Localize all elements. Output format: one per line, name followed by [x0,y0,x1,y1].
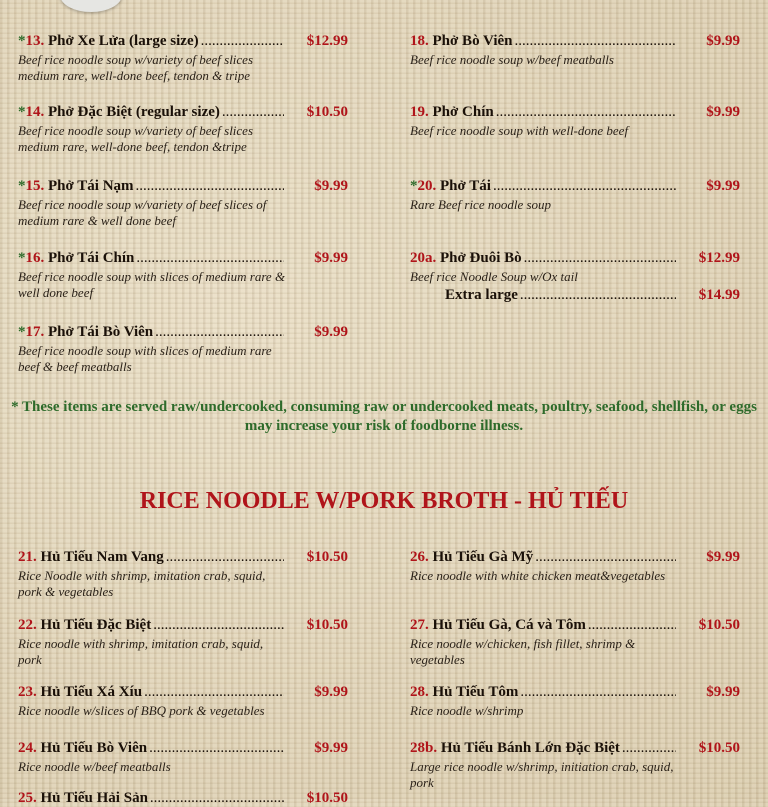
item-description: Beef rice noodle soup w/beef meatballs [410,52,614,67]
item-name: Hủ Tiếu Hải Sản [40,790,148,806]
item-number: 25. [18,790,37,806]
item-description: Beef rice noodle soup with slices of medium rare & well done beef [18,269,286,300]
item-name: Hủ Tiếu Gà Mỹ [432,549,534,565]
item-price: $10.50 [306,790,348,806]
item-name: Phở Tái [440,178,491,194]
item-price: $10.50 [306,549,348,565]
item-number: 18. [410,33,429,49]
item-name: Phở Tái Chín [48,250,135,266]
item-name: Hủ Tiếu Xá Xíu [40,684,143,700]
item-number: 26. [410,549,429,565]
item-name: Hủ Tiếu Gà, Cá và Tôm [432,617,586,633]
item-price: $10.50 [698,740,740,756]
item-price: $9.99 [314,324,348,340]
item-description: Rice noodle w/beef meatballs [18,759,171,774]
menu-item-20a [410,250,740,304]
item-price: $10.50 [306,617,348,633]
item-price: $9.99 [706,178,740,194]
item-price: $9.99 [314,740,348,756]
menu-item-26 [410,549,740,584]
extra-price: $14.99 [698,287,740,303]
item-name: Hủ Tiếu Bánh Lớn Đặc Biệt [440,740,620,756]
item-number: 27. [410,617,429,633]
item-price: $9.99 [706,33,740,49]
menu-item-22 [18,617,348,668]
item-price: $10.50 [698,617,740,633]
item-number: 28. [410,684,429,700]
item-name: Phở Đặc Biệt (regular size) [48,104,220,120]
item-price: $9.99 [314,684,348,700]
item-number: 21. [18,549,37,565]
item-name: Phở Tái Bò Viên [48,324,154,340]
menu-item-14: * 14. Phở Đặc Biệt (regular size) ..... $10.50 Beef rice noodle soup w/variety of beef slices medium rare, well-done beef, tendon &tripe [18,104,348,155]
menu-item-23 [18,684,348,719]
item-number: 24. [18,740,37,756]
item-price: $9.99 [706,104,740,120]
menu-item-21 [18,549,348,600]
item-name: Phở Xe Lửa (large size) [48,33,199,49]
item-number: 28b. [410,740,438,756]
item-description: Rice noodle w/chicken, fish fillet, shrimp & vegetables [410,636,636,667]
menu-item-28b [410,740,740,791]
item-number: 15. [25,178,45,194]
item-price: $9.99 [314,250,348,266]
item-price: $10.50 [306,104,348,120]
item-price: $12.99 [306,33,348,49]
item-price: $9.99 [706,549,740,565]
item-number: 16. [25,250,45,266]
menu-item-16: * 16. Phở Tái Chín ..... $9.99 Beef rice noodle soup with slices of medium rare & well done beef [18,250,348,301]
item-description: Beef rice noodle soup with well-done beef [410,123,629,138]
menu-item-17: * 17. Phở Tái Bò Viên ..... $9.99 Beef rice noodle soup with slices of medium rare beef & beef meatballs [18,324,348,375]
item-price: $9.99 [706,684,740,700]
menu-item-28 [410,684,740,719]
item-name: Phở Bò Viên [432,33,513,49]
item-price: $9.99 [314,178,348,194]
extra-label: Extra large [445,287,518,303]
item-description: Beef rice noodle soup w/variety of beef slices of medium rare & well done beef [18,197,267,228]
item-description: Rice noodle w/slices of BBQ pork & vegetables [18,703,265,718]
menu-item-18 [410,33,740,68]
menu-item-15: * 15. Phở Tái Nạm ..... $9.99 Beef rice noodle soup w/variety of beef slices of medium rare & well done beef [18,178,348,229]
section-title: RICE NOODLE W/PORK BROTH - HỦ TIẾU [139,488,629,514]
item-description: Beef rice Noodle Soup w/Ox tail [410,269,578,284]
item-description: Rice noodle w/shrimp [410,703,524,718]
item-name: Phở Chín [432,104,494,120]
item-number: 22. [18,617,37,633]
item-name: Hủ Tiếu Bò Viên [40,740,148,756]
item-name: Phở Tái Nạm [48,178,134,194]
menu-item-13: * 13. Phở Xe Lửa (large size) ..... $12.99 Beef rice noodle soup w/variety of beef slices medium rare, well-done beef, tendon & tripe [18,33,348,84]
item-description: Large rice noodle w/shrimp, initiation crab, squid, pork [410,759,674,790]
item-number: 14. [25,104,45,120]
item-description: Beef rice noodle soup w/variety of beef slices medium rare, well-done beef, tendon & tripe [18,52,254,83]
item-price: $12.99 [698,250,740,266]
item-description: Rice noodle with shrimp, imitation crab, squid, pork [18,636,264,667]
item-number: 13. [25,33,45,49]
plate-image [60,0,122,12]
menu-item-19 [410,104,740,139]
item-description: Beef rice noodle soup w/variety of beef slices medium rare, well-done beef, tendon &tripe [18,123,254,154]
menu-item-24 [18,740,348,775]
raw-food-notice: * These items are served raw/undercooked, consuming raw or undercooked meats, poultry, seafood, shellfish, or eggs may increase your risk of foodborne illness. [11,399,757,434]
item-description: Rice noodle with white chicken meat&vegetables [410,568,666,583]
item-description: Beef rice noodle soup with slices of medium rare beef & beef meatballs [18,343,272,374]
item-number: 20. [417,178,437,194]
item-description: Rare Beef rice noodle soup [410,197,552,212]
item-number: 20a. [410,250,437,266]
item-description: Rice Noodle with shrimp, imitation crab, squid, pork & vegetables [18,568,266,599]
menu-item-27 [410,617,740,668]
item-name: Hủ Tiếu Nam Vang [40,549,164,565]
item-name: Hủ Tiếu Tôm [432,684,519,700]
extra-large-option [410,287,740,304]
item-name: Hủ Tiếu Đặc Biệt [40,617,152,633]
menu-item-20: * 20. Phở Tái ..... $9.99 Rare Beef rice noodle soup [410,178,740,213]
item-number: 17. [25,324,45,340]
item-number: 23. [18,684,37,700]
item-name: Phở Đuôi Bò [440,250,522,266]
item-number: 19. [410,104,429,120]
